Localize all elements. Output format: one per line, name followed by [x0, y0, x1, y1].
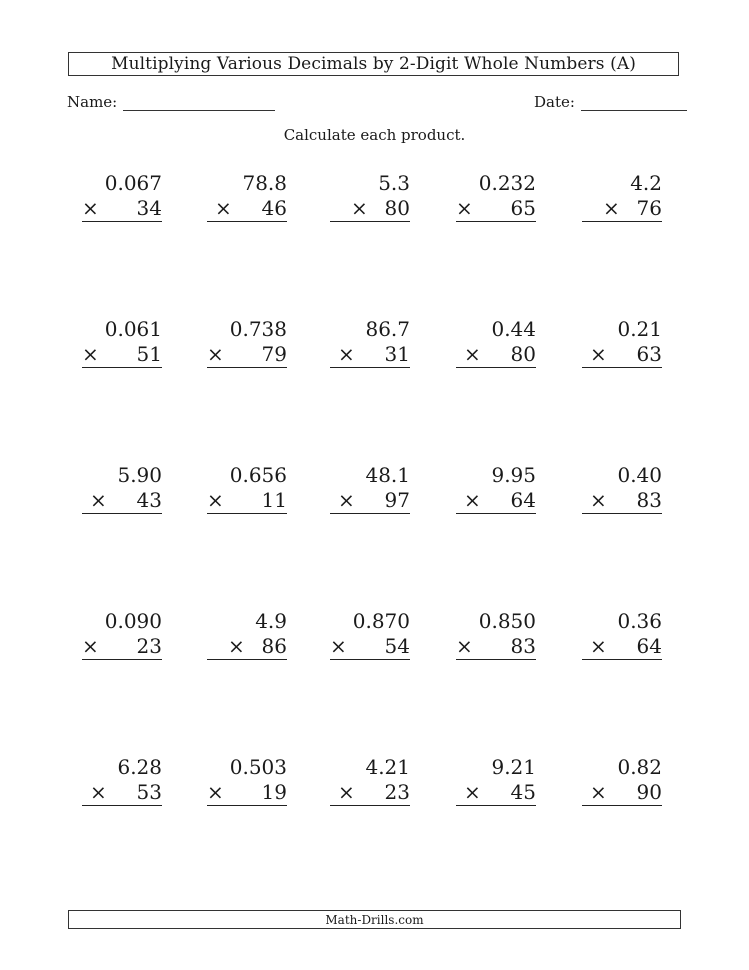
- problem-item: [456, 170, 536, 224]
- multiplier-row: [330, 779, 410, 806]
- times-sign: ×: [590, 780, 607, 804]
- problem-item: [330, 170, 410, 224]
- multiplier: 97: [384, 488, 410, 512]
- problem-item: [582, 608, 662, 662]
- name-label: Name:: [67, 93, 118, 111]
- problem-item: [82, 462, 162, 516]
- problem-item: [456, 316, 536, 370]
- problem-item: [82, 608, 162, 662]
- multiplier-row: [330, 633, 410, 660]
- times-sign: ×: [90, 488, 107, 512]
- times-sign: ×: [90, 780, 107, 804]
- multiplier-row: [330, 195, 410, 222]
- multiplicand: 4.21: [365, 755, 410, 779]
- multiplicand: 0.067: [104, 171, 162, 195]
- times-sign: ×: [338, 488, 355, 512]
- times-sign: ×: [590, 634, 607, 658]
- multiplier: 83: [510, 634, 536, 658]
- multiplier: 79: [261, 342, 287, 366]
- multiplier-row: [582, 487, 662, 514]
- times-sign: ×: [338, 780, 355, 804]
- date-label: Date:: [534, 93, 575, 111]
- problem-item: [207, 316, 287, 370]
- multiplier: 80: [384, 196, 410, 220]
- times-sign: ×: [228, 634, 245, 658]
- times-sign: ×: [464, 780, 481, 804]
- problem-item: [82, 754, 162, 808]
- times-sign: ×: [82, 634, 99, 658]
- multiplier: 43: [136, 488, 162, 512]
- problem-item: [82, 170, 162, 224]
- multiplier: 83: [636, 488, 662, 512]
- multiplier-row: [82, 487, 162, 514]
- multiplier: 19: [261, 780, 287, 804]
- times-sign: ×: [207, 780, 224, 804]
- times-sign: ×: [215, 196, 232, 220]
- problem-item: [330, 608, 410, 662]
- worksheet-title: Multiplying Various Decimals by 2-Digit Whole Numbers (A): [68, 52, 679, 76]
- footer-credit: Math-Drills.com: [68, 910, 681, 929]
- multiplier-row: [207, 487, 287, 514]
- multiplier-row: [456, 633, 536, 660]
- multiplicand: 6.28: [117, 755, 162, 779]
- problem-item: [456, 462, 536, 516]
- multiplicand: 78.8: [242, 171, 287, 195]
- problem-item: [207, 462, 287, 516]
- multiplier-row: [456, 195, 536, 222]
- multiplier-row: [207, 341, 287, 368]
- multiplicand: 0.21: [617, 317, 662, 341]
- times-sign: ×: [590, 342, 607, 366]
- multiplicand: 0.36: [617, 609, 662, 633]
- multiplier-row: [82, 195, 162, 222]
- multiplier-row: [582, 341, 662, 368]
- times-sign: ×: [330, 634, 347, 658]
- multiplier: 65: [510, 196, 536, 220]
- date-blank-line[interactable]: [581, 92, 687, 111]
- multiplicand: 5.90: [117, 463, 162, 487]
- problem-item: [330, 316, 410, 370]
- multiplicand: 4.2: [630, 171, 662, 195]
- multiplier-row: [582, 633, 662, 660]
- multiplier: 53: [136, 780, 162, 804]
- multiplicand: 0.503: [229, 755, 287, 779]
- problem-item: [582, 316, 662, 370]
- multiplicand: 5.3: [378, 171, 410, 195]
- times-sign: ×: [82, 196, 99, 220]
- times-sign: ×: [207, 488, 224, 512]
- date-field[interactable]: [534, 92, 687, 111]
- problem-item: [330, 462, 410, 516]
- multiplicand: 0.090: [104, 609, 162, 633]
- times-sign: ×: [351, 196, 368, 220]
- times-sign: ×: [82, 342, 99, 366]
- multiplicand: 0.44: [491, 317, 536, 341]
- multiplicand: 86.7: [365, 317, 410, 341]
- multiplier-row: [330, 487, 410, 514]
- multiplier: 23: [136, 634, 162, 658]
- problem-item: [330, 754, 410, 808]
- instructions: Calculate each product.: [283, 126, 466, 144]
- multiplier: 23: [384, 780, 410, 804]
- multiplicand: 48.1: [365, 463, 410, 487]
- multiplicand: 0.232: [478, 171, 536, 195]
- multiplier: 90: [636, 780, 662, 804]
- multiplier-row: [207, 633, 287, 660]
- multiplicand: 9.21: [491, 755, 536, 779]
- multiplier-row: [207, 195, 287, 222]
- multiplier: 31: [384, 342, 410, 366]
- multiplier-row: [82, 633, 162, 660]
- multiplier-row: [456, 779, 536, 806]
- multiplier: 51: [136, 342, 162, 366]
- multiplicand: 0.061: [104, 317, 162, 341]
- multiplicand: 0.82: [617, 755, 662, 779]
- problem-item: [582, 462, 662, 516]
- multiplier: 54: [384, 634, 410, 658]
- multiplier: 64: [510, 488, 536, 512]
- times-sign: ×: [456, 634, 473, 658]
- multiplier: 76: [636, 196, 662, 220]
- times-sign: ×: [464, 488, 481, 512]
- multiplier: 64: [636, 634, 662, 658]
- multiplicand: 9.95: [491, 463, 536, 487]
- multiplicand: 0.870: [352, 609, 410, 633]
- times-sign: ×: [603, 196, 620, 220]
- multiplier: 11: [261, 488, 287, 512]
- times-sign: ×: [207, 342, 224, 366]
- problem-item: [582, 170, 662, 224]
- name-field[interactable]: [67, 92, 275, 111]
- times-sign: ×: [456, 196, 473, 220]
- problem-item: [207, 754, 287, 808]
- problem-item: [82, 316, 162, 370]
- multiplier-row: [207, 779, 287, 806]
- times-sign: ×: [590, 488, 607, 512]
- multiplier-row: [330, 341, 410, 368]
- multiplier-row: [82, 779, 162, 806]
- times-sign: ×: [338, 342, 355, 366]
- multiplier-row: [456, 487, 536, 514]
- multiplicand: 0.656: [229, 463, 287, 487]
- multiplier: 34: [136, 196, 162, 220]
- multiplier: 63: [636, 342, 662, 366]
- multiplier: 46: [261, 196, 287, 220]
- multiplier-row: [82, 341, 162, 368]
- times-sign: ×: [464, 342, 481, 366]
- multiplier: 80: [510, 342, 536, 366]
- multiplier-row: [582, 779, 662, 806]
- problem-item: [207, 170, 287, 224]
- multiplier-row: [582, 195, 662, 222]
- multiplicand: 0.40: [617, 463, 662, 487]
- problem-item: [456, 608, 536, 662]
- multiplicand: 0.850: [478, 609, 536, 633]
- problem-item: [207, 608, 287, 662]
- name-blank-line[interactable]: [123, 92, 275, 111]
- problem-item: [456, 754, 536, 808]
- multiplier-row: [456, 341, 536, 368]
- problem-item: [582, 754, 662, 808]
- multiplicand: 0.738: [229, 317, 287, 341]
- multiplicand: 4.9: [255, 609, 287, 633]
- multiplier: 45: [510, 780, 536, 804]
- multiplier: 86: [261, 634, 287, 658]
